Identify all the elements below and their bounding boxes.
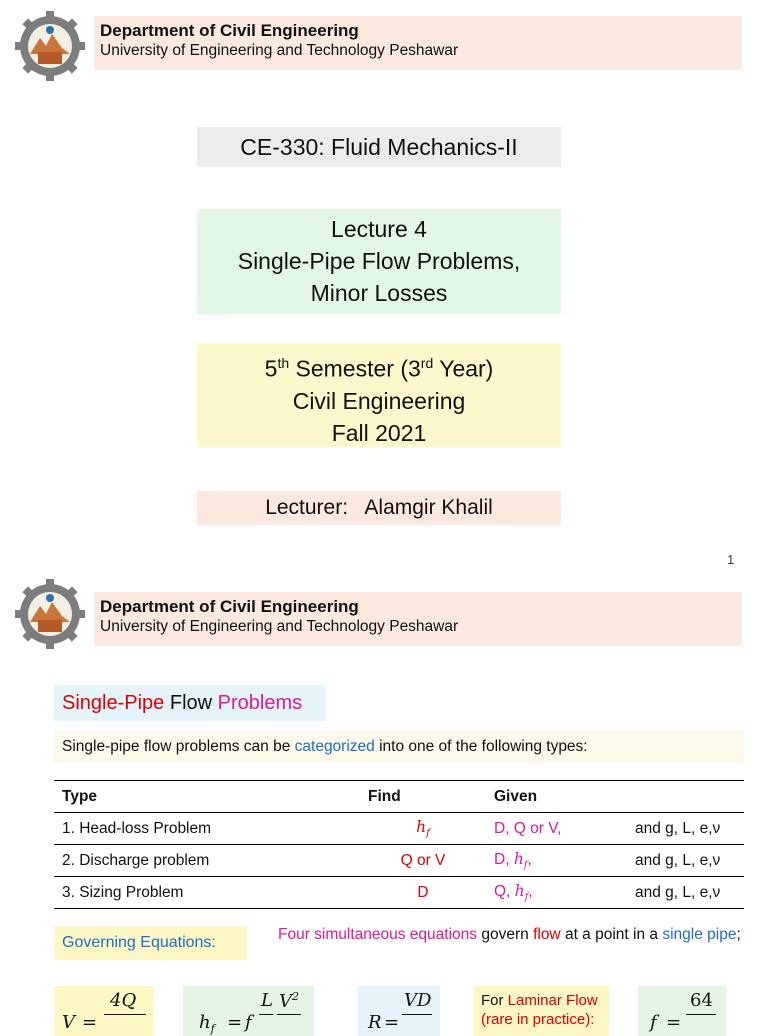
laminar-word: Laminar Flow: [507, 992, 598, 1009]
semester-line: [197, 347, 561, 385]
slide-title: [54, 685, 325, 721]
row-find: $h_f$: [416, 817, 430, 840]
header-type: Type: [62, 787, 98, 805]
intro-text: [54, 731, 744, 763]
semester-number: 5: [264, 355, 278, 382]
laminar-prefix: For: [481, 992, 508, 1009]
row-given: D, Q or V,: [494, 819, 562, 837]
table-row: [54, 845, 744, 877]
title-part-3: Problems: [217, 692, 303, 714]
university-name: University of Engineering and Technology Peshawar: [100, 618, 459, 635]
intro-before: Single-pipe flow problems can be: [62, 738, 295, 755]
governing-equations-label: Governing Equations:: [54, 926, 247, 960]
desc-part-5: single pipe: [662, 926, 737, 943]
laminar-flow-note: [474, 986, 609, 1036]
reynolds-number-equation: R = VD: [358, 986, 440, 1036]
semester-box: [197, 343, 561, 447]
row-extra: and g, L, e,ν: [635, 819, 721, 837]
row-given: D, $h_f$,: [494, 849, 532, 872]
page-number: 1: [727, 552, 735, 567]
lecturer-name: Lecturer: Alamgir Khalil: [197, 491, 561, 525]
header-find: Find: [368, 787, 401, 805]
table-row: [54, 813, 744, 845]
university-name: University of Engineering and Technology Peshawar: [100, 42, 459, 59]
intro-highlight: categorized: [294, 738, 375, 755]
desc-part-2: govern: [477, 926, 534, 943]
university-logo: [12, 8, 88, 84]
table-header-row: [54, 781, 744, 813]
year-suffix: rd: [420, 355, 434, 371]
row-type: 3. Sizing Problem: [62, 883, 184, 901]
laminar-friction-equation: f = 64: [638, 986, 726, 1036]
department-name: Department of Civil Engineering: [100, 597, 359, 616]
year-text: Year): [433, 355, 494, 382]
row-type: 2. Discharge problem: [62, 851, 210, 869]
semester-suffix: th: [277, 355, 290, 371]
row-given: Q, $h_f$,: [494, 881, 533, 904]
slide-2: [0, 568, 768, 1036]
table-row: [54, 877, 744, 909]
problem-types-table: [54, 780, 744, 909]
row-extra: and g, L, e,ν: [635, 851, 721, 869]
desc-part-3: flow: [533, 926, 561, 943]
term: Fall 2021: [331, 419, 427, 446]
course-title: CE-330: Fluid Mechanics-II: [197, 127, 561, 167]
darcy-weisbach-equation: $h_f$ = f L $V^2$: [183, 986, 314, 1036]
department-header: [94, 592, 742, 646]
governing-description: [278, 924, 748, 946]
desc-part-6: ;: [736, 926, 741, 943]
laminar-line: [481, 992, 609, 1009]
topic-line-2: Minor Losses: [310, 280, 448, 306]
header-given: Given: [494, 787, 538, 805]
continuity-equation: V = 4Q: [54, 986, 154, 1036]
desc-part-1: Four simultaneous equations: [278, 926, 478, 943]
topic-line-1: Single-Pipe Flow Problems,: [237, 248, 521, 274]
university-logo: [12, 576, 88, 652]
row-type: 1. Head-loss Problem: [62, 819, 212, 837]
lecture-box: [197, 209, 561, 314]
program-name: Civil Engineering: [292, 387, 466, 414]
header-extra: [627, 781, 744, 813]
row-find: D: [417, 883, 429, 901]
semester-text: Semester (3: [289, 355, 421, 382]
row-find: Q or V: [400, 851, 446, 869]
title-part-1: Single-Pipe: [62, 692, 165, 714]
intro-after: into one of the following types:: [374, 738, 588, 755]
laminar-note: (rare in practice):: [481, 1011, 595, 1028]
department-name: Department of Civil Engineering: [100, 21, 359, 40]
row-extra: and g, L, e,ν: [635, 883, 721, 901]
department-header: [94, 16, 742, 70]
desc-part-4: at a point in a: [560, 926, 663, 943]
lecture-number: Lecture 4: [331, 216, 427, 242]
title-part-2: Flow: [164, 692, 218, 714]
